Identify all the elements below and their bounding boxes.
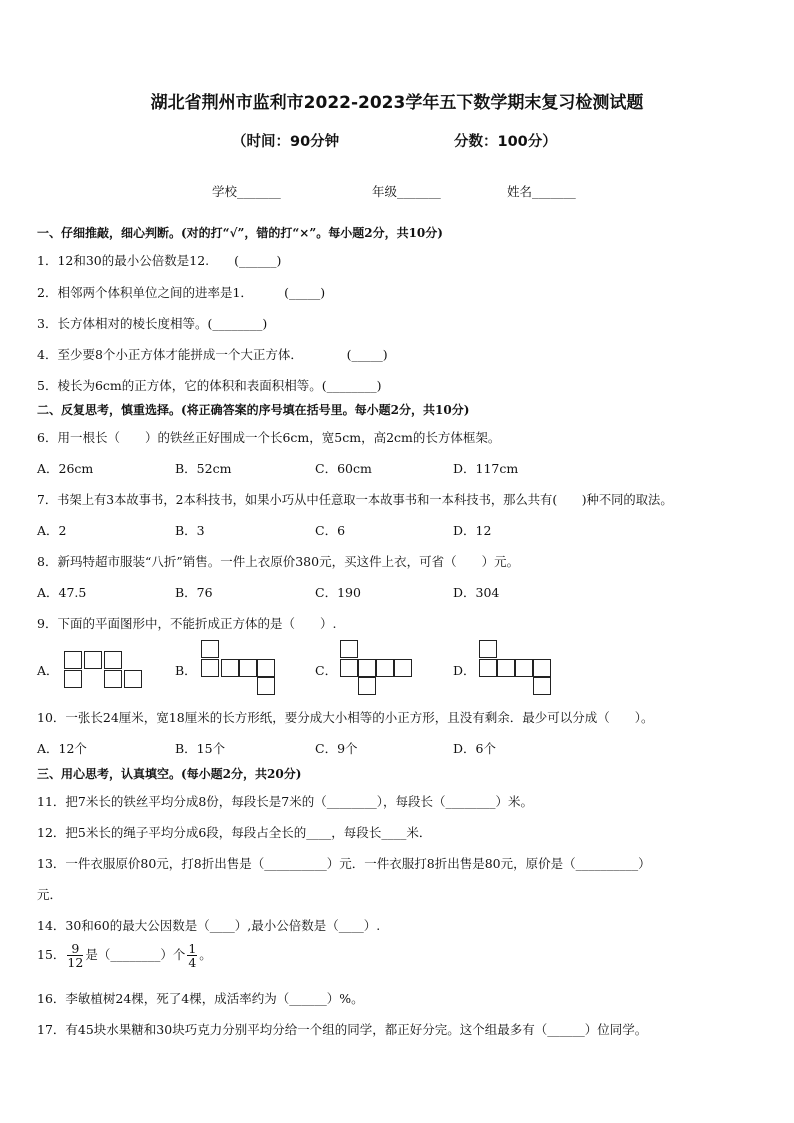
fraction-numerator: 1 xyxy=(188,941,197,956)
q8-option-b: B．76 xyxy=(175,585,213,600)
fraction-denominator: 4 xyxy=(188,955,197,971)
question-13-continued: 元． xyxy=(37,887,63,902)
page-title: 湖北省荆州市监利市2022-2023学年五下数学期末复习检测试题 xyxy=(150,93,644,113)
exam-score: 分数：100分） xyxy=(454,134,557,150)
q7-option-a: A．2 xyxy=(37,523,67,538)
q9-label-d: D． xyxy=(453,663,476,678)
q8-option-c: C．190 xyxy=(315,585,361,600)
q9-label-c: C． xyxy=(315,663,338,678)
q6-option-b: B．52cm xyxy=(175,461,232,476)
fraction-9-12 xyxy=(67,942,83,969)
q10-option-c: C．9个 xyxy=(315,741,358,756)
question-9: 9．下面的平面图形中，不能折成正方体的是（ ）. xyxy=(37,616,337,631)
q10-option-d: D．6个 xyxy=(453,741,496,756)
q10-option-b: B．15个 xyxy=(175,741,226,756)
q7-option-d: D．12 xyxy=(453,523,492,538)
question-3: 3．长方体相对的棱长度相等。(________) xyxy=(37,316,268,331)
question-6: 6．用一根长（ ）的铁丝正好围成一个长6cm，宽5cm，高2cm的长方体框架。 xyxy=(37,430,501,445)
question-5: 5．棱长为6cm的正方体，它的体积和表面积相等。(________) xyxy=(37,378,382,393)
section-2-heading: 二、反复思考，慎重选择。(将正确答案的序号填在括号里。每小题2分，共10分) xyxy=(37,403,470,417)
q8-option-d: D．304 xyxy=(453,585,500,600)
question-16: 16．李敏植树24棵，死了4棵，成活率约为（______）%。 xyxy=(37,991,364,1006)
fraction-denominator: 12 xyxy=(67,955,84,971)
fraction-1-4 xyxy=(187,942,197,969)
q10-option-a: A．12个 xyxy=(37,741,87,756)
exam-time: （时间：90分钟 xyxy=(232,134,340,150)
q6-option-d: D．117cm xyxy=(453,461,519,476)
q7-option-c: C．6 xyxy=(315,523,346,538)
q15-suffix: 。 xyxy=(199,947,212,963)
fraction-numerator: 9 xyxy=(67,942,83,956)
question-7: 7．书架上有3本故事书，2本科技书，如果小巧从中任意取一本故事书和一本科技书，那么共有( )种不同的取法。 xyxy=(37,493,673,507)
question-1: 1．12和30的最小公倍数是12. (______) xyxy=(37,253,282,268)
question-13: 13．一件衣服原价80元，打8折出售是（__________）元．一件衣服打8折出售是80元，原价是（__________） xyxy=(37,856,651,871)
q15-middle: 是（________）个 xyxy=(85,947,186,963)
question-15 xyxy=(37,942,212,969)
section-3-heading: 三、用心思考，认真填空。(每小题2分，共20分) xyxy=(37,767,302,781)
question-14: 14．30和60的最大公因数是（____）,最小公倍数是（____）. xyxy=(37,918,381,933)
q15-prefix: 15． xyxy=(37,947,66,963)
question-8: 8．新玛特超市服装“八折”销售。一件上衣原价380元，买这件上衣，可省（ ）元。 xyxy=(37,554,520,569)
q6-option-c: C．60cm xyxy=(315,461,372,476)
question-4: 4．至少要8个小正方体才能拼成一个大正方体． (_____) xyxy=(37,347,388,362)
q9-label-b: B． xyxy=(175,663,197,678)
question-10: 10．一张长24厘米，宽18厘米的长方形纸，要分成大小相等的小正方形，且没有剩余．最少可以分成（ ）。 xyxy=(37,710,654,725)
section-1-heading: 一、仔细推敲，细心判断。(对的打“√”，错的打“×”。每小题2分，共10分) xyxy=(37,226,443,240)
q9-label-a: A． xyxy=(37,663,59,678)
name-field[interactable]: 姓名_______ xyxy=(507,184,576,199)
school-field[interactable]: 学校_______ xyxy=(212,184,281,199)
question-11: 11．把7米长的铁丝平均分成8份，每段长是7米的（________），每段长（________）米。 xyxy=(37,794,534,809)
q8-option-a: A．47.5 xyxy=(37,585,87,600)
question-12: 12．把5米长的绳子平均分成6段，每段占全长的____，每段长____米． xyxy=(37,825,432,840)
q6-option-a: A．26cm xyxy=(37,461,94,476)
question-17: 17．有45块水果糖和30块巧克力分别平均分给一个组的同学，都正好分完。这个组最多有（______）位同学。 xyxy=(37,1022,648,1037)
grade-field[interactable]: 年级_______ xyxy=(372,184,441,199)
question-2: 2．相邻两个体积单位之间的进率是1． (_____) xyxy=(37,285,326,300)
q7-option-b: B．3 xyxy=(175,523,205,538)
